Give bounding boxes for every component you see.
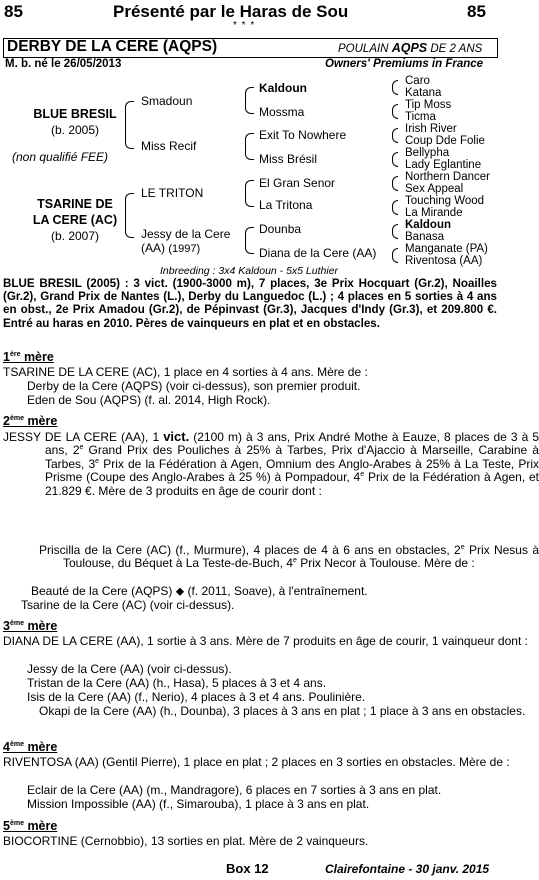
pedigree-g2: Jessy de la Cere [141,227,231,241]
fourth-dam-produce: Mission Impossible (AA) (f., Simarouba), 1 place à 3 ans en plat. [27,797,370,811]
pedigree-g4: Riventosa (AA) [405,255,483,267]
brace [125,101,134,149]
sex-age-label: POULAIN AQPS DE 2 ANS [338,41,483,55]
dam-year: (b. 2007) [50,229,100,243]
section-third-dam: 3ème mère [3,619,58,633]
second-dam-produce: Tsarine de la Cere (AC) (voir ci-dessus). [21,598,235,612]
premium-info: Owners' Premiums in France [325,58,484,70]
pedigree-g4: Northern Dancer [405,171,491,183]
pedigree-g4: Irish River [405,123,457,135]
pedigree-g4: Katana [405,87,442,99]
sale-info: Clairefontaine - 30 janv. 2015 [325,862,490,876]
first-dam-produce: Eden de Sou (AQPS) (f. al. 2014, High Rock). [27,393,271,407]
sire-name: BLUE BRESIL [33,107,117,121]
pedigree-g4: Bellypha [405,147,450,159]
pedigree-g3: Exit To Nowhere [259,128,347,142]
pedigree-g4: Touching Wood [405,195,485,207]
pedigree-g2: (AA) (1997) [141,241,201,255]
dam-name-line1: TSARINE DE [37,197,113,211]
pedigree-g3: Miss Brésil [259,152,318,166]
brace [392,128,398,143]
section-fifth-dam: 5ème mère [3,819,58,833]
pedigree-g2: LE TRITON [141,186,204,200]
pedigree-g4: Banasa [405,231,445,243]
dam-name-line2: LA CERE (AC) [32,213,118,227]
consignor-title: Présenté par le Haras de Sou [113,2,349,21]
third-dam-produce: Jessy de la Cere (AA) (voir ci-dessus). [27,662,232,676]
pedigree-g4: Ticma [405,111,436,123]
brace [392,104,398,119]
brace [392,176,398,191]
sire-year: (b. 2005) [50,123,100,137]
pedigree-g3: Kaldoun [259,81,307,95]
pedigree-g4: Caro [405,75,430,87]
third-dam-produce: Isis de la Cere (AA) (f., Nerio), 4 places à 3 et 4 ans. Poulinière. [27,690,366,704]
second-dam-produce: Priscilla de la Cere (AC) (f., Murmure), 4 places de 4 à 6 ans en obstacles, 2e Prix Nesus à Toulouse, du Béquet à La Teste-de-Buch, 4e Prix Necor à Toulouse. Mère de : [39,543,539,571]
pedigree-g3: Mossma [259,105,305,119]
fourth-dam-produce: Eclair de la Cere (AA) (m., Mandragore), 6 places en 7 sorties à 3 ans en plat. [27,783,442,797]
pedigree-g4: La Mirande [405,207,463,219]
sire-summary: BLUE BRESIL (2005) : 3 vict. (1900-3000 m), 7 places, 3e Prix Hocquart (Gr.2), Noailles (Gr.2), Grand Prix de Nantes (L.), Derby du Languedoc (L.) ; 4 places en 5 sorties à 4 ans en obst., 2e Prix Amadou (Gr.2), de Pépinvast (Gr.3), Jacques d'Indy (Gr.3), et 209.800 €. Entré au haras en 2010. Pères de vainqueurs en plat et en obstacles. [3,277,497,330]
pedigree-g3: Diana de la Cere (AA) [259,246,377,260]
inbreeding-note: Inbreeding : 3x4 Kaldoun - 5x5 Luthier [160,265,339,277]
brace [392,224,398,239]
third-dam-produce: Tristan de la Cere (AA) (h., Hasa), 5 places à 3 et 4 ans. [27,676,327,690]
brace [245,133,254,160]
brace [392,80,398,95]
birth-info: M. b. né le 26/05/2013 [5,58,122,70]
pedigree-g2: Miss Recif [141,139,197,153]
second-dam-grandproduce: Beauté de la Cere (AQPS) ⬥ (f. 2011, Soave), à l'entraînement. [31,584,368,598]
brace [392,152,398,167]
lot-number-right: 85 [467,2,486,21]
brace [245,180,254,207]
brace [245,227,254,254]
second-dam-text: JESSY DE LA CERE (AA), 1 vict. (2100 m) à 3 ans, Prix André Mothe à Eauze, 8 places de 3 à 5 ans, 2e Grand Prix des Pouliches à 25% à Tarbes, Prix d'Ajaccio à Marseille, Carabine à Tarbes, 3e Prix de la Fédération à Agen, Omnium des Anglo-Arabes à 25% à La Teste, Prix Prisme (Coupe des Anglo-Arabes à 25 %) à Pompadour, 4e Prix de la Fédération à Agen, et 21.829 €. Mère de 3 produits en âge de courir dont : [3,429,539,498]
lot-number: 85 [4,2,23,21]
pedigree-g4: Sex Appeal [405,183,464,195]
horse-name: DERBY DE LA CERE (AQPS) [7,38,218,55]
brace [392,248,398,263]
pedigree-g2: Smadoun [141,94,193,108]
pedigree-g4: Manganate (PA) [405,243,488,255]
fifth-dam-text: BIOCORTINE (Cernobbio), 13 sorties en plat. Mère de 2 vainqueurs. [3,834,369,848]
pedigree-g4: Kaldoun [405,219,451,231]
section-second-dam: 2ème mère [3,414,58,428]
pedigree-g4: Lady Eglantine [405,159,482,171]
fourth-dam-text: RIVENTOSA (AA) (Gentil Pierre), 1 place en plat ; 2 places en 3 sorties en obstacles. Mère de : [3,755,510,769]
third-dam-text: DIANA DE LA CERE (AA), 1 sortie à 3 ans. Mère de 7 produits en âge de courir, 1 vainqueur dont : [3,634,528,648]
ornament-stars: * * * [233,20,256,31]
pedigree-g4: Coup Dde Folie [405,135,485,147]
sire-note: (non qualifié FEE) [12,150,109,164]
pedigree-g3: El Gran Senor [259,176,336,190]
pedigree-g4: Tip Moss [405,99,452,111]
first-dam-produce: Derby de la Cere (AQPS) (voir ci-dessus), son premier produit. [27,379,361,393]
brace [125,193,134,238]
brace [245,87,254,114]
first-dam-text: TSARINE DE LA CERE (AC), 1 place en 4 sorties à 4 ans. Mère de : [3,365,368,379]
pedigree-g3: Dounba [259,222,302,236]
brace [392,200,398,215]
section-fourth-dam: 4ème mère [3,740,58,754]
third-dam-produce: Okapi de la Cere (AA) (h., Dounba), 3 places à 3 ans en plat ; 1 place à 3 ans en obstacles. [39,704,526,718]
box-number: Box 12 [226,861,269,876]
pedigree-g3: La Tritona [259,198,313,212]
section-first-dam: 1ère mère [3,350,54,364]
